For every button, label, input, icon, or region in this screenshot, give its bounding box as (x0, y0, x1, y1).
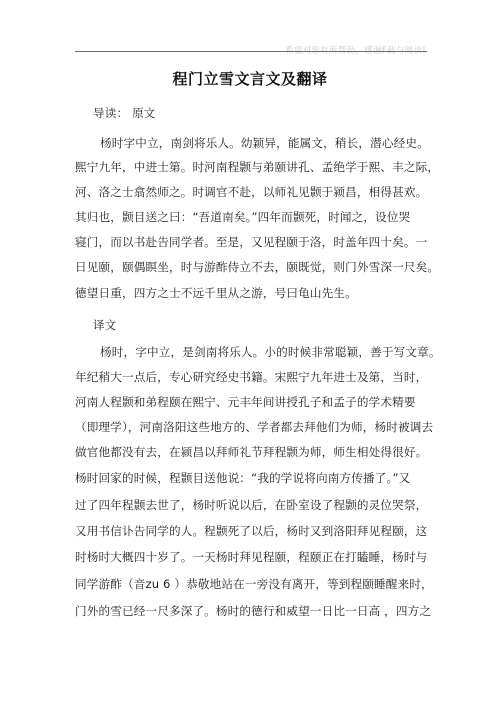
translation-line-8: 又用书信讣告同学的人。程颢死了以后，杨时又到洛阳拜见程颐，这 (75, 524, 428, 538)
original-line-6: 日见颐，颐偶瞑坐，时与游酢侍立不去，颐既觉，则门外雪深一尺矣。 (75, 260, 440, 274)
translation-line-2: 年纪稍大一点后，专心研究经史书籍。宋熙宁九年进士及第，当时， (75, 370, 428, 384)
header-watermark: 希望对您有所帮助，感谢F载与阅读! (285, 46, 426, 56)
original-line-4: 其归也，颢目送之曰：“吾道南矣。”四年而颢死，时闻之，设位哭 (75, 210, 411, 224)
translation-line-1: 杨时，字中立，是剑南将乐人。小的时候非常聪颖，善于写文章。 (100, 345, 441, 359)
original-line-2: 熙宁九年，中进士第。时河南程颢与弟颐讲孔、孟绝学于熙、丰之际， (75, 160, 440, 174)
translation-line-9: 时杨时大概四十岁了。一天杨时拜见程颐，程颐正在打瞌睡，杨时与 (75, 550, 428, 564)
translation-line-7: 过了四年程颢去世了，杨时听说以后，在卧室设了程颢的灵位哭祭， (75, 498, 428, 512)
translation-line-6: 杨时回家的时候，程颢目送他说：“我的学说将向南方传播了。”又 (75, 471, 411, 485)
original-line-5: 寝门，而以书赴告同学者。至是，又见程颐于洛，时盖年四十矣。一 (75, 235, 428, 249)
translation-line-10: 同学游酢（音zu 6 ）恭敬地站在一旁没有离开，等到程颐睡醒来时， (75, 577, 433, 591)
translation-line-5: 做官他都没有去，在颍昌以拜师礼节拜程颢为师，师生相处得很好。 (75, 445, 428, 459)
original-line-7: 德望日重，四方之士不远千里从之游，号曰龟山先生。 (75, 286, 357, 300)
translation-line-4: （即理学），河南洛阳这些地方的、学者都去拜他们为师，杨时被调去 (75, 420, 434, 434)
page-title: 程门立雪文言文及翻译 (172, 70, 328, 88)
header-rule (75, 51, 427, 52)
translation-line-11: 门外的雪已经一尺多深了。杨时的德行和威望一日比一日高 ，四方之 (75, 604, 432, 618)
original-line-1: 杨时字中立，南剑将乐人。幼颖异，能属文，稍长，潜心经史。 (100, 136, 429, 150)
original-line-3: 河、洛之士翕然师之。时调官不赴，以师礼见颢于颍昌，相得甚欢。 (75, 185, 428, 199)
translation-line-3: 河南人程颢和弟程颐在熙宁、元丰年间讲授孔子和孟子的学术精要 (75, 395, 416, 409)
translation-heading: 译文 (93, 318, 117, 332)
intro-line: 导读： 原文 (93, 106, 156, 120)
